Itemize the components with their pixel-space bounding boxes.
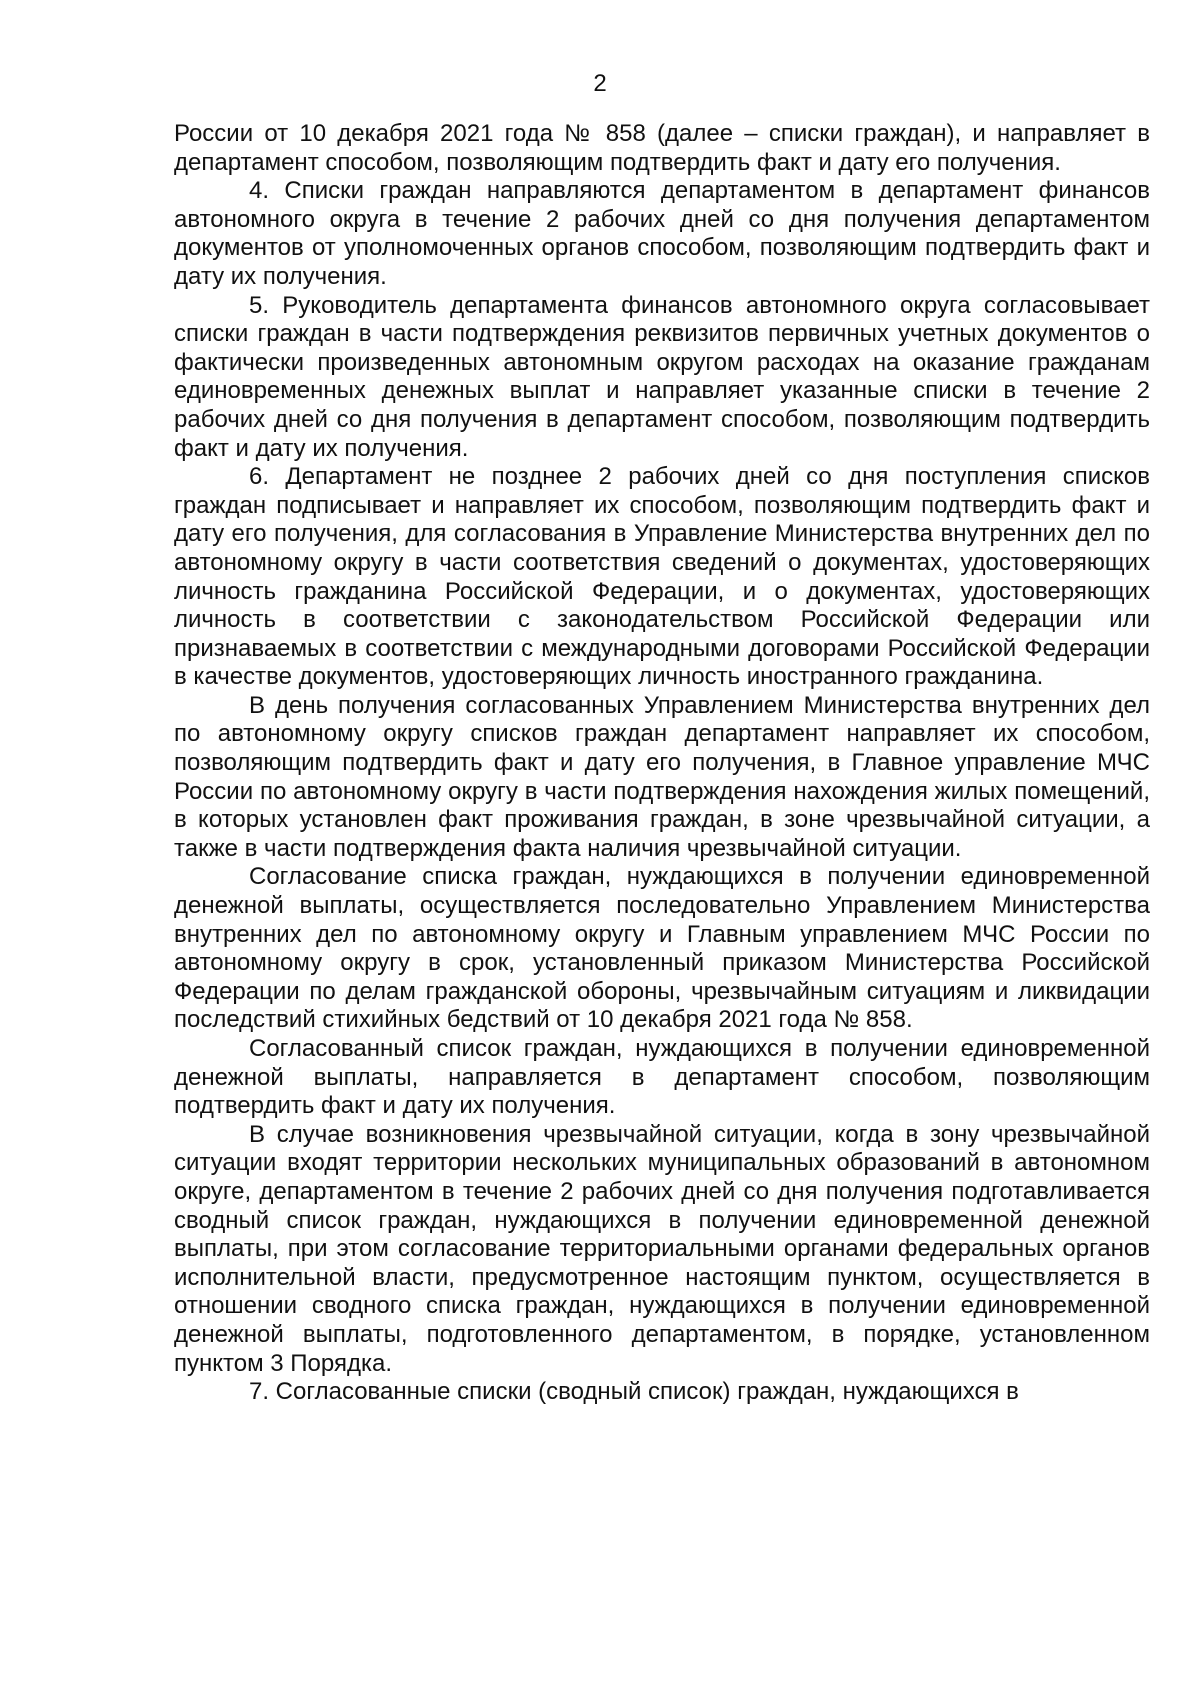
paragraph-consolidated-list: В случае возникновения чрезвычайной ситуации, когда в зону чрезвычайной ситуации входят территории нескольких муниципальных образований в автономном округе, департаментом в течение 2 рабочих дней со дня получения подготавливается сводный список граждан, нуждающихся в получении единовременной денежной выплаты, при этом согласование территориальными органами федеральных органов исполнительной власти, предусмотренное настоящим пунктом, осуществляется в отношении сводного списка граждан, нуждающихся в получении единовременной денежной выплаты, подготовленного департаментом, в порядке, установленном пунктом 3 Порядка. <box>174 1120 1150 1377</box>
paragraph-item-6: 6. Департамент не позднее 2 рабочих дней со дня поступления списков граждан подписывает и направляет их способом, позволяющим подтвердить факт и дату его получения, для согласования в Управление Министерства внутренних дел по автономному округу в части соответствия сведений о документах, удостоверяющих личность гражданина Российской Федерации, и о документах, удостоверяющих личность в соответствии с законодательством Российской Федерации или признаваемых в соответствии с международными договорами Российской Федерации в качестве документов, удостоверяющих личность иностранного гражданина. <box>174 463 1150 691</box>
paragraph-item-5: 5. Руководитель департамента финансов автономного округа согласовывает списки граждан в части подтверждения реквизитов первичных учетных документов о фактически произведенных автономным округом расходах на оказание гражданам единовременных денежных выплат и направляет указанные списки в течение 2 рабочих дней со дня получения в департамент способом, позволяющим подтвердить факт и дату их получения. <box>174 291 1150 462</box>
page-number: 2 <box>593 70 607 97</box>
paragraph-item-7: 7. Согласованные списки (сводный список) граждан, нуждающихся в <box>249 1378 1019 1406</box>
paragraph-approved-list: Согласованный список граждан, нуждающихся в получении единовременной денежной выплаты, направляется в департамент способом, позволяющим подтвердить факт и дату их получения. <box>174 1035 1150 1120</box>
paragraph-approval-sequence: Согласование списка граждан, нуждающихся в получении единовременной денежной выплаты, осуществляется последовательно Управлением Министерства внутренних дел по автономному округу и Главным управлением МЧС России по автономному округу в срок, установленный приказом Министерства Российской Федерации по делам гражданской обороны, чрезвычайным ситуациям и ликвидации последствий стихийных бедствий от 10 декабря 2021 года № 858. <box>174 863 1150 1034</box>
paragraph-mchs-approval: В день получения согласованных Управлением Министерства внутренних дел по автономному округу списков граждан департамент направляет их способом, позволяющим подтвердить факт и дату его получения, в Главное управление МЧС России по автономному округу в части подтверждения нахождения жилых помещений, в которых установлен факт проживания граждан, в зоне чрезвычайной ситуации, а также в части подтверждения факта наличия чрезвычайной ситуации. <box>174 691 1150 862</box>
document-body <box>174 120 1150 1407</box>
paragraph-item-4: 4. Списки граждан направляются департаментом в департамент финансов автономного округа в течение 2 рабочих дней со дня получения департаментом документов от уполномоченных органов способом, позволяющим подтвердить факт и дату их получения. <box>174 177 1150 290</box>
paragraph-continuation: России от 10 декабря 2021 года № 858 (далее – списки граждан), и направляет в департамент способом, позволяющим подтвердить факт и дату его получения. <box>174 120 1150 176</box>
